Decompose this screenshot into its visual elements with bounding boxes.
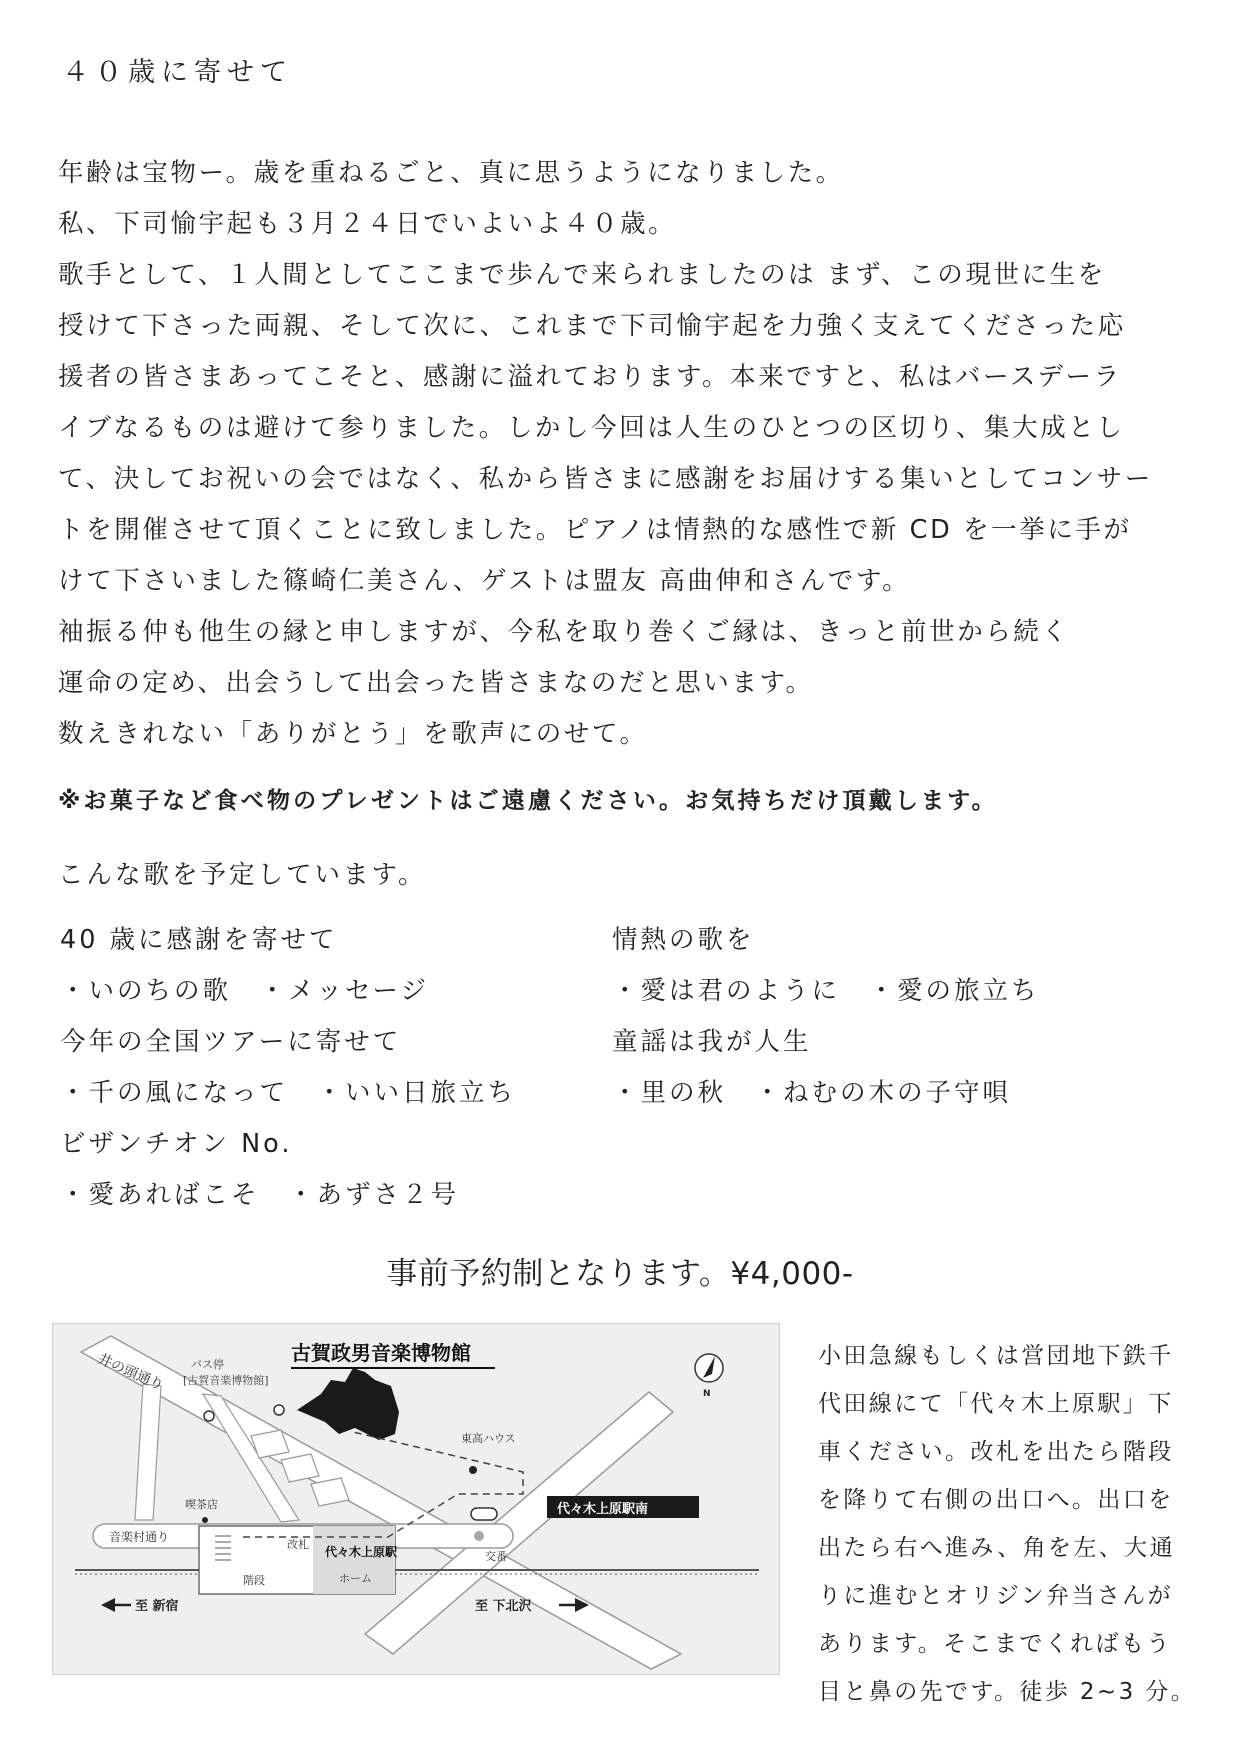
body-line: 袖振る仲も他生の縁と申しますが、今私を取り巻くご縁は、きっと前世から続く xyxy=(58,617,1070,647)
directions-line: あります。そこまでくればもう xyxy=(818,1631,1172,1657)
directions-line: 目と鼻の先です。徒歩 2~3 分。 xyxy=(818,1679,1197,1705)
body-line: 援者の皆さまあってこそと、感謝に溢れております。本来ですと、私はバースデーラ xyxy=(58,362,1122,392)
page-title: ４０歳に寄せて xyxy=(62,57,293,88)
reservation-price: 事前予約制となります。¥4,000- xyxy=(386,1256,854,1292)
station-south-label: 代々木上原駅南 xyxy=(557,1502,649,1517)
song-list-item: ・いのちの歌 ・メッセージ xyxy=(60,976,429,1006)
inokashira-road-label: 井の頭通り xyxy=(95,1351,166,1395)
body-line: て、決してお祝いの会ではなく、私から皆さまに感謝をお届けする集いとしてコンサー xyxy=(58,464,1153,494)
cafe-marker xyxy=(202,1517,208,1523)
songs-intro: こんな歌を予定しています。 xyxy=(58,860,427,890)
higashitaka-marker xyxy=(469,1466,477,1474)
museum-label: 古賀政男音楽博物館 xyxy=(291,1341,471,1365)
song-list-item: ・愛は君のように ・愛の旅立ち xyxy=(612,976,1040,1006)
bus-stop-marker xyxy=(274,1405,284,1415)
body-line: 私、下司愉宇起も３月２４日でいよいよ４０歳。 xyxy=(58,209,677,239)
song-list-item: 今年の全国ツアーに寄せて xyxy=(60,1027,402,1057)
song-list-item: 40 歳に感謝を寄せて xyxy=(60,925,338,955)
higashitaka-label: 東高ハウス xyxy=(461,1432,516,1445)
to-shinjuku-label: 至 新宿 xyxy=(135,1599,179,1614)
kaidan-label: 階段 xyxy=(243,1574,265,1587)
song-list-item: ビザンチオン No. xyxy=(60,1129,293,1159)
bus-stop-name-label: [古賀音楽博物館] xyxy=(183,1374,269,1387)
body-line: イブなるものは避けて参りました。しかし今回は人生のひとつの区切り、集大成とし xyxy=(58,413,1125,443)
bus-stop-label: バス停 xyxy=(191,1358,224,1371)
song-list-item: ・愛あればこそ ・あずさ２号 xyxy=(60,1180,460,1210)
song-list-item: 情熱の歌を xyxy=(612,925,755,955)
cafe-label: 喫茶店 xyxy=(185,1498,218,1511)
access-directions xyxy=(818,1332,1197,1716)
to-shimokitazawa-label: 至 下北沢 xyxy=(475,1599,532,1614)
body-line: 授けて下さった両親、そして次に、これまで下司愉宇起を力強く支えてくださった応 xyxy=(58,311,1126,341)
platform-label: ホーム xyxy=(339,1572,372,1585)
gift-notice: ※お菓子など食べ物のプレゼントはご遠慮ください。お気持ちだけ頂戴します。 xyxy=(58,788,998,814)
ongakumura-road-label: 音楽村通り xyxy=(109,1530,170,1544)
traffic-signal-marker xyxy=(471,1508,497,1520)
koban-label: 交番 xyxy=(485,1550,507,1563)
bus-stop-marker xyxy=(204,1411,214,1421)
song-list-left xyxy=(60,915,516,1221)
body-line: 運命の定め、出会うして出会った皆さまなのだと思います。 xyxy=(58,668,814,698)
body-line: 年齢は宝物ー。歳を重ねるごと、真に思うようになりました。 xyxy=(58,158,844,188)
directions-line: 車ください。改札を出たら階段 xyxy=(818,1439,1174,1465)
koban-marker xyxy=(474,1531,484,1541)
north-label: N xyxy=(703,1389,711,1399)
song-list-item: ・里の秋 ・ねむの木の子守唄 xyxy=(612,1078,1012,1108)
directions-line: 代田線にて「代々木上原駅」下 xyxy=(818,1391,1174,1417)
song-list-item: ・千の風になって ・いい日旅立ち xyxy=(60,1078,517,1108)
directions-line: を降りて右側の出口へ。出口を xyxy=(818,1487,1174,1513)
station-label: 代々木上原駅 xyxy=(325,1545,398,1559)
directions-line: 小田急線もしくは営団地下鉄千 xyxy=(818,1343,1174,1369)
body-line: 歌手として、１人間としてここまで歩んで来られましたのは まず、この現世に生を xyxy=(58,260,1106,290)
song-list-right xyxy=(612,915,1040,1119)
song-list-item: 童謡は我が人生 xyxy=(612,1027,812,1057)
message-body xyxy=(58,148,1178,760)
body-line: 数えきれない「ありがとう」を歌声にのせて。 xyxy=(58,719,648,749)
directions-line: りに進むとオリジン弁当さんが xyxy=(818,1583,1174,1609)
kaisatsu-label: 改札 xyxy=(287,1538,309,1551)
access-map xyxy=(52,1323,780,1675)
directions-line: 出たら右へ進み、角を左、大通 xyxy=(818,1535,1175,1561)
body-line: トを開催させて頂くことに致しました。ピアノは情熱的な感性で新 CD を一挙に手が xyxy=(58,515,1132,545)
body-line: けて下さいました篠崎仁美さん、ゲストは盟友 高曲伸和さんです。 xyxy=(58,566,911,596)
